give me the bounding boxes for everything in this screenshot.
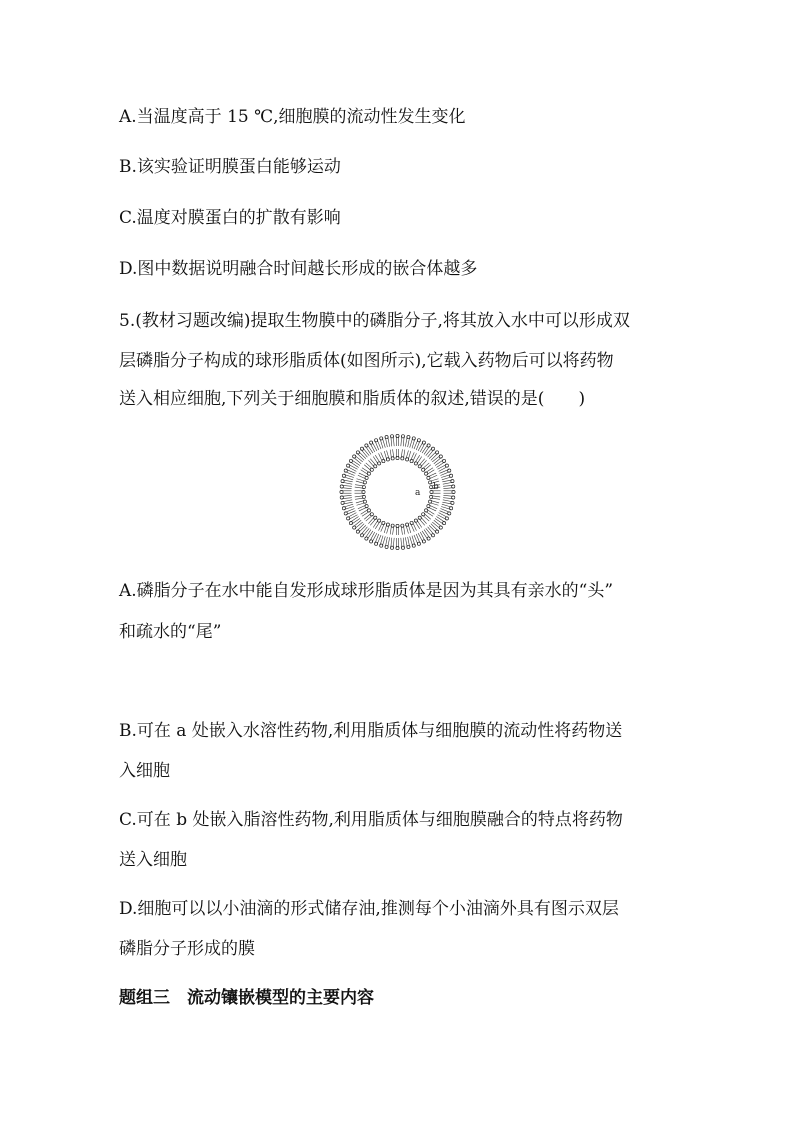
q5-option-d-line-1: D.细胞可以以小油滴的形式储存油,推测每个小油滴外具有图示双层 — [119, 899, 619, 919]
q4-option-d: D.图中数据说明融合时间越长形成的嵌合体越多 — [119, 259, 478, 279]
q4-option-b: B.该实验证明膜蛋白能够运动 — [119, 157, 341, 177]
q5-option-c-line-2: 送入细胞 — [119, 850, 187, 870]
outer-phospholipid-head — [431, 447, 434, 450]
q5-stem-line-1: 5.(教材习题改编)提取生物膜中的磷脂分子,将其放入水中可以形成双 — [119, 311, 630, 331]
liposome-figure — [335, 433, 460, 551]
inner-phospholipid-head — [374, 465, 377, 468]
liposome-inner-layer — [355, 449, 441, 535]
q5-stem-line-3: 送入相应细胞,下列关于细胞膜和脂质体的叙述,错误的是( ) — [119, 389, 586, 409]
q5-option-c-line-1: C.可在 b 处嵌入脂溶性药物,利用脂质体与细胞膜融合的特点将药物 — [119, 810, 623, 830]
outer-phospholipid-head — [353, 455, 356, 458]
q4-option-c: C.温度对膜蛋白的扩散有影响 — [119, 208, 341, 228]
inner-phospholipid-head — [422, 513, 425, 516]
label-b: b — [433, 482, 439, 492]
inner-phospholipid-head — [418, 465, 421, 468]
inner-phospholipid-head — [418, 516, 421, 519]
outer-phospholipid-head — [356, 530, 359, 533]
q5-option-b-line-2: 入细胞 — [119, 761, 170, 781]
outer-phospholipid-head — [435, 530, 438, 533]
inner-phospholipid-head — [370, 513, 373, 516]
outer-phospholipid-head — [431, 534, 434, 537]
outer-phospholipid-head — [353, 526, 356, 529]
q5-option-d-line-2: 磷脂分子形成的膜 — [119, 939, 255, 959]
q4-option-a: A.当温度高于 15 ℃,细胞膜的流动性发生变化 — [119, 107, 466, 127]
liposome-outer-layer — [340, 434, 455, 549]
outer-phospholipid-head — [439, 526, 442, 529]
q5-stem-line-2: 层磷脂分子构成的球形脂质体(如图所示),它载入药物后可以将药物 — [119, 351, 614, 371]
outer-phospholipid-head — [439, 455, 442, 458]
section-heading: 题组三 流动镶嵌模型的主要内容 — [119, 988, 374, 1008]
outer-phospholipid-head — [435, 451, 438, 454]
outer-phospholipid-head — [356, 451, 359, 454]
q5-option-a-line-1: A.磷脂分子在水中能自发形成球形脂质体是因为其具有亲水的“头” — [119, 581, 614, 601]
label-a: a — [415, 488, 421, 498]
q5-option-b-line-1: B.可在 a 处嵌入水溶性药物,利用脂质体与细胞膜的流动性将药物送 — [119, 721, 623, 741]
q5-option-a-line-2: 和疏水的“尾” — [119, 622, 222, 642]
outer-phospholipid-head — [360, 534, 363, 537]
inner-phospholipid-head — [370, 468, 373, 471]
inner-phospholipid-head — [374, 516, 377, 519]
inner-phospholipid-head — [422, 468, 425, 471]
outer-phospholipid-head — [360, 447, 363, 450]
